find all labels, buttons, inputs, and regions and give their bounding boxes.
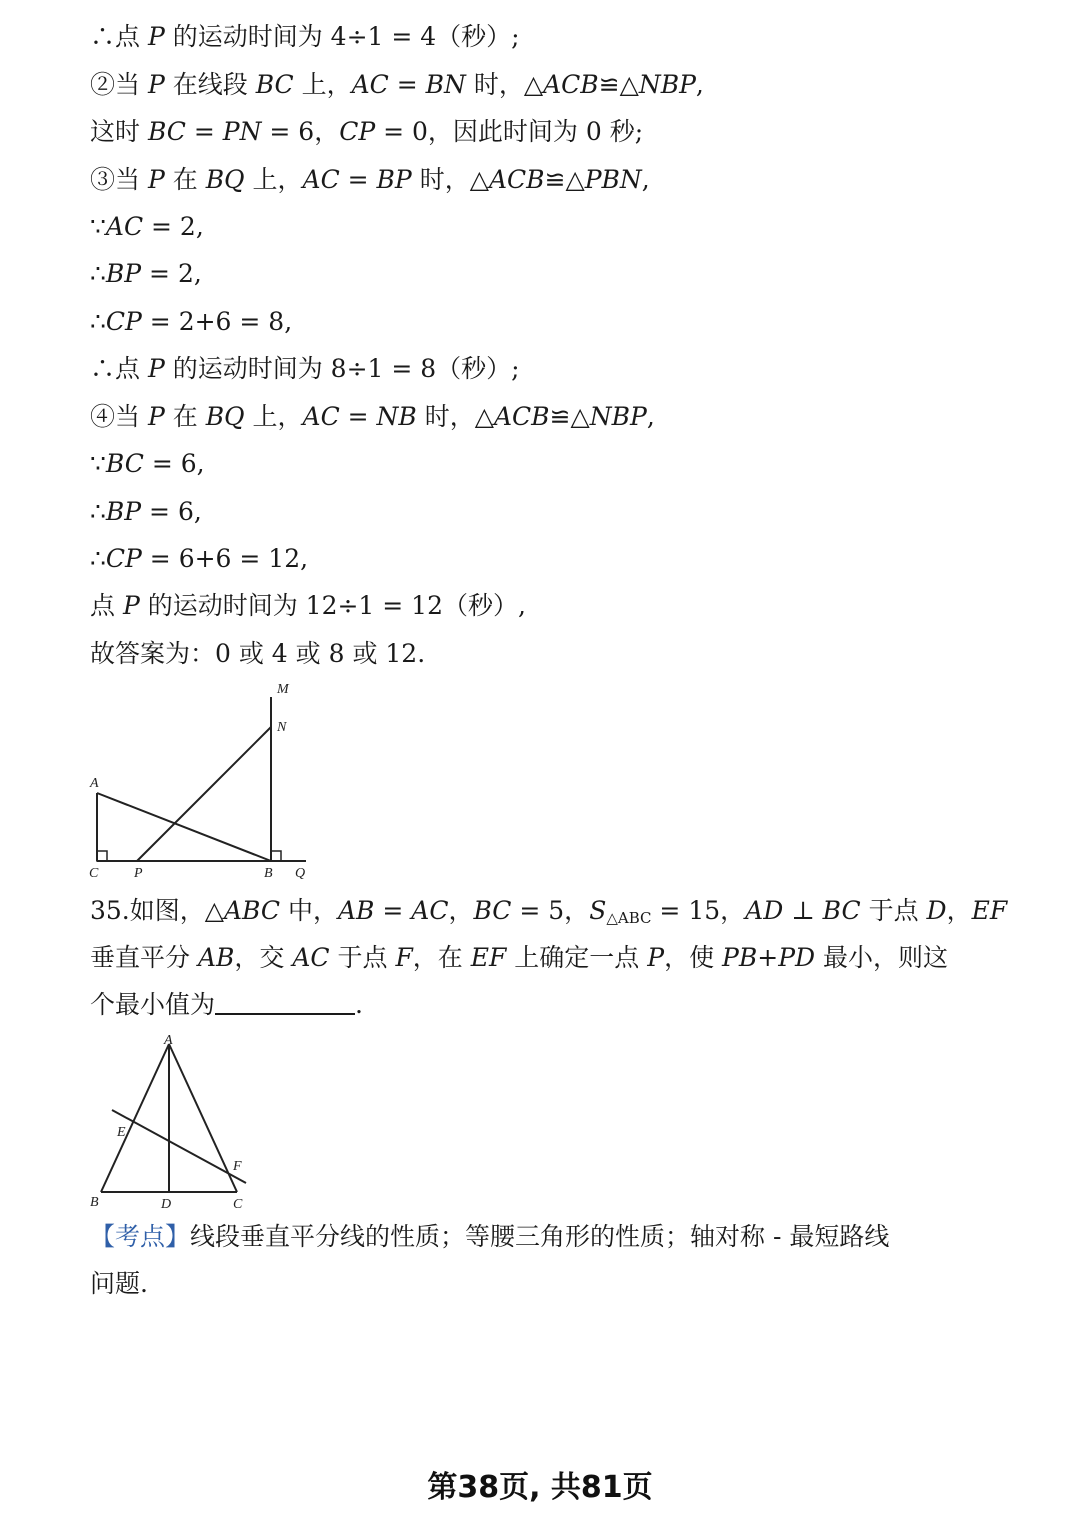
label-D: D: [161, 1197, 172, 1212]
solution-line-6: ∴BP = 2,: [90, 259, 202, 288]
page-footer: 第38页, 共81页: [427, 1470, 653, 1505]
segment-PN: [137, 727, 271, 861]
label-Q: Q: [295, 866, 306, 881]
label-C: C: [89, 866, 99, 881]
solution-line-10: ∵BC = 6,: [90, 449, 205, 478]
label-A: A: [164, 1033, 173, 1048]
label-P: P: [134, 866, 143, 881]
segment-AB: [101, 1044, 169, 1192]
right-angle-mark-C: [97, 851, 107, 861]
kaodian-tag: 【考点】: [90, 1222, 191, 1251]
label-N: N: [277, 720, 287, 735]
label-A: A: [90, 776, 99, 791]
answer-line: 故答案为：0 或 4 或 8 或 12.: [90, 639, 426, 668]
solution-line-9: ④当 P 在 BQ 上，AC = NB 时，△ACB≌△NBP,: [90, 402, 655, 431]
label-E: E: [117, 1125, 126, 1140]
segment-AB: [97, 793, 271, 861]
problem-35-line-2: 垂直平分 AB，交 AC 于点 F，在 EF 上确定一点 P，使 PB+PD 最小，则这: [90, 943, 949, 972]
solution-line-7: ∴CP = 2+6 = 8,: [90, 307, 293, 336]
label-M: M: [277, 682, 289, 697]
kaodian-line-1: 【考点】线段垂直平分线的性质；等腰三角形的性质；轴对称 - 最短路线: [90, 1222, 890, 1251]
answer-blank[interactable]: [215, 991, 355, 1015]
solution-line-5: ∵AC = 2,: [90, 212, 204, 241]
segment-AC: [169, 1044, 237, 1192]
label-B: B: [264, 866, 273, 881]
kaodian-line-2: 问题.: [90, 1269, 148, 1298]
problem-35-line-1: 35.如图，△ABC 中，AB = AC，BC = 5，$S_{\triangle ABC} = 15$，AD ⊥ BC 于点 D，EF: [90, 896, 1008, 927]
solution-line-2: ②当 P 在线段 BC 上，AC = BN 时，△ACB≌△NBP,: [90, 70, 704, 99]
label-C: C: [233, 1197, 243, 1212]
right-angle-mark-B: [271, 851, 281, 861]
solution-line-4: ③当 P 在 BQ 上，AC = BP 时，△ACB≌△PBN,: [90, 165, 650, 194]
label-B: B: [90, 1195, 99, 1210]
figure-2: [80, 1030, 260, 1215]
line-EF: [112, 1110, 246, 1183]
solution-line-12: ∴CP = 6+6 = 12,: [90, 544, 309, 573]
problem-35-line-3: 个最小值为 .: [90, 990, 363, 1019]
label-F: F: [233, 1159, 242, 1174]
solution-line-3: 这时 BC = PN = 6，CP = 0，因此时间为 0 秒;: [90, 117, 644, 146]
solution-line-11: ∴BP = 6,: [90, 497, 202, 526]
solution-line-1: ∴点 P 的运动时间为 4÷1 = 4（秒）;: [90, 22, 520, 51]
solution-line-8: ∴点 P 的运动时间为 8÷1 = 8（秒）;: [90, 354, 520, 383]
figure-1: [80, 675, 330, 885]
solution-line-13: 点 P 的运动时间为 12÷1 = 12（秒）,: [90, 591, 526, 620]
